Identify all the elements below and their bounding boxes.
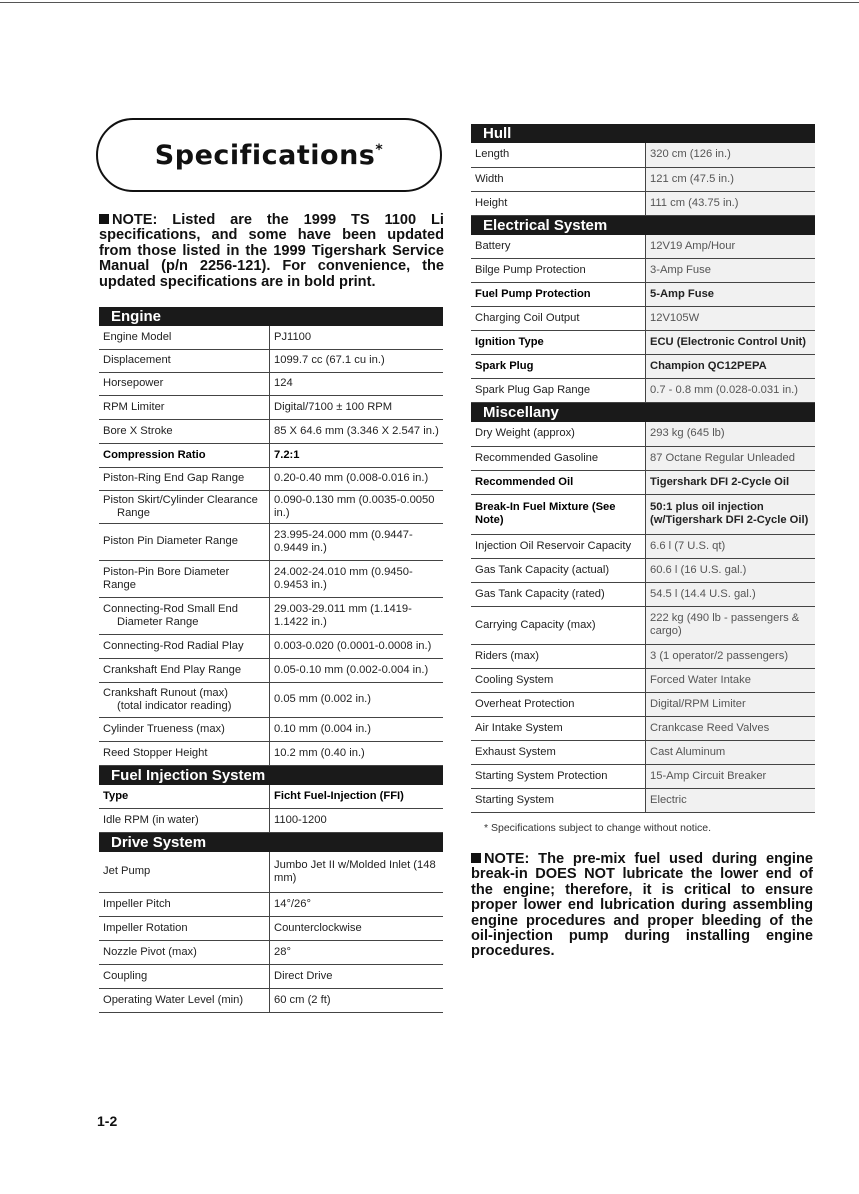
- spec-key: Gas Tank Capacity (rated): [471, 582, 646, 606]
- spec-value: 0.20-0.40 mm (0.008-0.016 in.): [270, 467, 444, 490]
- note-label: NOTE:: [112, 212, 158, 228]
- spec-value: 60.6 l (16 U.S. gal.): [646, 558, 816, 582]
- spec-value: 14°/26°: [270, 892, 444, 916]
- spec-key: Riders (max): [471, 644, 646, 668]
- spec-key: Recommended Gasoline: [471, 446, 646, 470]
- spec-table-left: [99, 307, 443, 1013]
- spec-key: Impeller Rotation: [99, 916, 270, 940]
- section-header-engine: Engine: [99, 307, 443, 326]
- spec-value: Digital/RPM Limiter: [646, 692, 816, 716]
- spec-key: Cooling System: [471, 668, 646, 692]
- spec-value: 50:1 plus oil injection (w/Tigershark DFI 2-Cycle Oil): [646, 494, 816, 534]
- spec-value: 0.05-0.10 mm (0.002-0.004 in.): [270, 658, 444, 682]
- spec-value: 28°: [270, 940, 444, 964]
- spec-value: 7.2:1: [270, 443, 444, 467]
- spec-value: 1099.7 cc (67.1 cu in.): [270, 349, 444, 372]
- spec-value: 222 kg (490 lb - passengers & cargo): [646, 606, 816, 644]
- top-rule: [0, 2, 859, 3]
- spec-key: Piston Pin Diameter Range: [99, 523, 270, 560]
- spec-value: 85 X 64.6 mm (3.346 X 2.547 in.): [270, 419, 444, 443]
- spec-value: Electric: [646, 788, 816, 812]
- spec-value: 12V105W: [646, 307, 816, 331]
- spec-value: 54.5 l (14.4 U.S. gal.): [646, 582, 816, 606]
- spec-key: Connecting-Rod Small End Diameter Range: [99, 597, 270, 634]
- spec-value: PJ1100: [270, 326, 444, 349]
- spec-key: Nozzle Pivot (max): [99, 940, 270, 964]
- spec-key: Dry Weight (approx): [471, 422, 646, 446]
- spec-key: Width: [471, 167, 646, 191]
- spec-key: Air Intake System: [471, 716, 646, 740]
- spec-value: Ficht Fuel-Injection (FFI): [270, 785, 444, 809]
- spec-key: Exhaust System: [471, 740, 646, 764]
- spec-value: 0.090-0.130 mm (0.0035-0.0050 in.): [270, 490, 444, 523]
- spec-value: 15-Amp Circuit Breaker: [646, 764, 816, 788]
- spec-key: Horsepower: [99, 372, 270, 395]
- footnote: * Specifications subject to change without notice.: [484, 822, 712, 834]
- spec-value: Crankcase Reed Valves: [646, 716, 816, 740]
- spec-key: Displacement: [99, 349, 270, 372]
- note-block-top: [99, 213, 444, 290]
- spec-value: 10.2 mm (0.40 in.): [270, 741, 444, 765]
- spec-value: 24.002-24.010 mm (0.9450-0.9453 in.): [270, 560, 444, 597]
- spec-value: Tigershark DFI 2-Cycle Oil: [646, 470, 816, 494]
- note-label: NOTE:: [484, 851, 530, 867]
- spec-key: Cylinder Trueness (max): [99, 717, 270, 741]
- spec-value: 3-Amp Fuse: [646, 259, 816, 283]
- spec-value: 23.995-24.000 mm (0.9447-0.9449 in.): [270, 523, 444, 560]
- spec-value: Direct Drive: [270, 964, 444, 988]
- spec-value: 1100-1200: [270, 809, 444, 833]
- spec-value: Digital/7100 ± 100 RPM: [270, 395, 444, 419]
- spec-key: Engine Model: [99, 326, 270, 349]
- spec-value: 0.003-0.020 (0.0001-0.0008 in.): [270, 634, 444, 658]
- square-bullet-icon: [471, 853, 481, 863]
- spec-key: Bore X Stroke: [99, 419, 270, 443]
- spec-key: Battery: [471, 235, 646, 259]
- spec-key: Starting System: [471, 788, 646, 812]
- spec-key: Type: [99, 785, 270, 809]
- spec-key: Bilge Pump Protection: [471, 259, 646, 283]
- section-header-hull: Hull: [471, 124, 815, 143]
- section-header-electrical-system: Electrical System: [471, 215, 815, 235]
- section-header-fuel-injection: Fuel Injection System: [99, 765, 443, 785]
- spec-value: 293 kg (645 lb): [646, 422, 816, 446]
- note-text: Listed are the 1999 TS 1100 Li specifications, and some have been updated from those listed in the 1999 Tigershark Service Manual (p/n 2256-121). For convenience, the updated specifications are in bold print.: [99, 212, 444, 290]
- spec-key: Overheat Protection: [471, 692, 646, 716]
- spec-value: Forced Water Intake: [646, 668, 816, 692]
- spec-table-right: [471, 124, 815, 813]
- spec-value: 5-Amp Fuse: [646, 283, 816, 307]
- spec-value: 0.7 - 0.8 mm (0.028-0.031 in.): [646, 379, 816, 403]
- page-title: Specifications*: [154, 140, 384, 171]
- spec-key: Impeller Pitch: [99, 892, 270, 916]
- spec-value: 124: [270, 372, 444, 395]
- spec-value: 0.05 mm (0.002 in.): [270, 682, 444, 717]
- square-bullet-icon: [99, 214, 109, 224]
- spec-key: Injection Oil Reservoir Capacity: [471, 534, 646, 558]
- spec-value: 29.003-29.011 mm (1.1419-1.1422 in.): [270, 597, 444, 634]
- spec-value: Champion QC12PEPA: [646, 355, 816, 379]
- spec-key: Coupling: [99, 964, 270, 988]
- spec-value: 60 cm (2 ft): [270, 988, 444, 1012]
- spec-key: Charging Coil Output: [471, 307, 646, 331]
- note-block-bottom: [471, 852, 813, 960]
- spec-value: ECU (Electronic Control Unit): [646, 331, 816, 355]
- spec-key: Gas Tank Capacity (actual): [471, 558, 646, 582]
- spec-key: Piston Skirt/Cylinder Clearance Range: [99, 490, 270, 523]
- spec-key: Jet Pump: [99, 852, 270, 892]
- spec-key: Operating Water Level (min): [99, 988, 270, 1012]
- spec-key: RPM Limiter: [99, 395, 270, 419]
- spec-key: Spark Plug: [471, 355, 646, 379]
- spec-value: Cast Aluminum: [646, 740, 816, 764]
- spec-value: 111 cm (43.75 in.): [646, 191, 816, 215]
- spec-value: 320 cm (126 in.): [646, 143, 816, 167]
- spec-key: Ignition Type: [471, 331, 646, 355]
- spec-value: 6.6 l (7 U.S. qt): [646, 534, 816, 558]
- spec-value: 3 (1 operator/2 passengers): [646, 644, 816, 668]
- spec-key: Height: [471, 191, 646, 215]
- spec-key: Starting System Protection: [471, 764, 646, 788]
- note-text: The pre-mix fuel used during engine break-in DOES NOT lubricate the lower end of the engine; therefore, it is critical to ensure proper lower end lubrication during assembling engine procedures and proper bleeding of the oil-injection pump during installing engine procedures.: [471, 851, 813, 960]
- spec-key: Connecting-Rod Radial Play: [99, 634, 270, 658]
- spec-key: Break-In Fuel Mixture (See Note): [471, 494, 646, 534]
- spec-value: 0.10 mm (0.004 in.): [270, 717, 444, 741]
- spec-key: Crankshaft Runout (max) (total indicator reading): [99, 682, 270, 717]
- section-header-miscellany: Miscellany: [471, 403, 815, 423]
- spec-key: Length: [471, 143, 646, 167]
- spec-key: Spark Plug Gap Range: [471, 379, 646, 403]
- spec-key: Piston-Ring End Gap Range: [99, 467, 270, 490]
- spec-value: 12V19 Amp/Hour: [646, 235, 816, 259]
- spec-key: Piston-Pin Bore Diameter Range: [99, 560, 270, 597]
- section-header-drive-system: Drive System: [99, 833, 443, 853]
- spec-value: Jumbo Jet II w/Molded Inlet (148 mm): [270, 852, 444, 892]
- spec-value: 121 cm (47.5 in.): [646, 167, 816, 191]
- spec-value: Counterclockwise: [270, 916, 444, 940]
- spec-key: Carrying Capacity (max): [471, 606, 646, 644]
- spec-key: Crankshaft End Play Range: [99, 658, 270, 682]
- page-number: 1-2: [97, 1113, 118, 1129]
- spec-key: Compression Ratio: [99, 443, 270, 467]
- spec-key: Idle RPM (in water): [99, 809, 270, 833]
- spec-key: Reed Stopper Height: [99, 741, 270, 765]
- spec-key: Fuel Pump Protection: [471, 283, 646, 307]
- title-box: [96, 118, 442, 192]
- spec-value: 87 Octane Regular Unleaded: [646, 446, 816, 470]
- spec-key: Recommended Oil: [471, 470, 646, 494]
